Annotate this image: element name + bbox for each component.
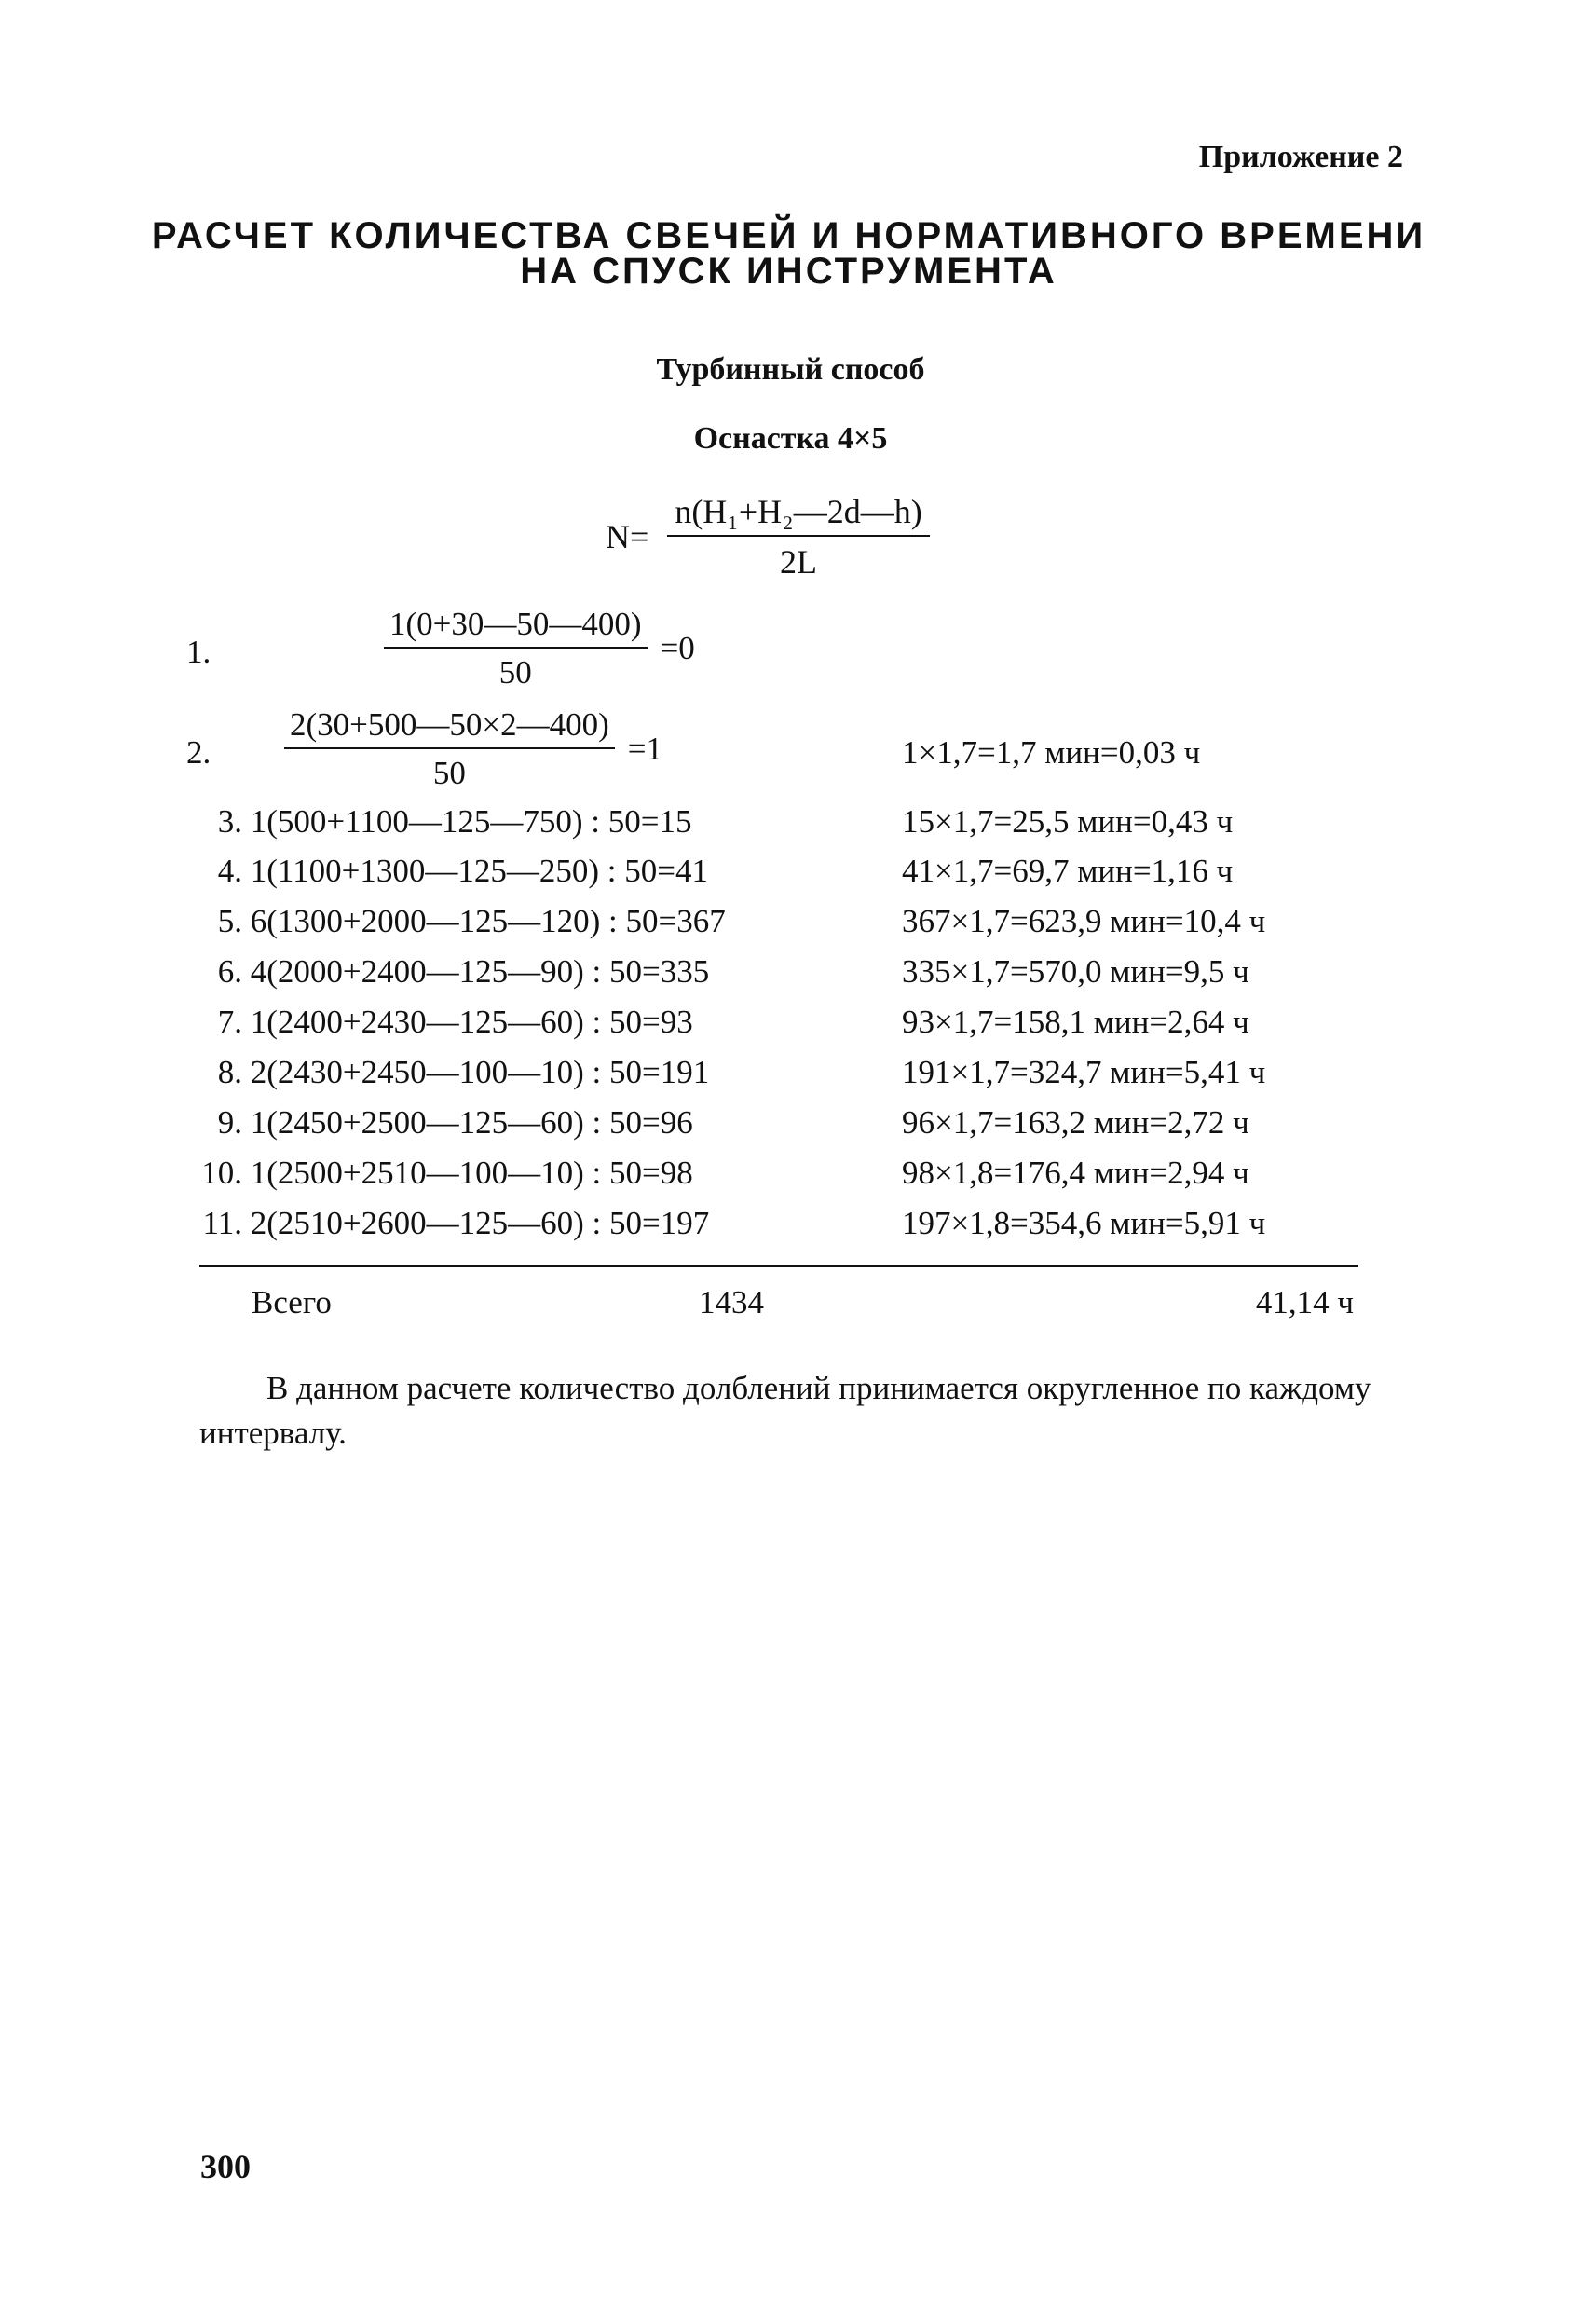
row-7: 7. 1(2400+2430—125—60) : 50=93 [217,1004,693,1040]
row-4-time: 41×1,7=69,7 мин=1,16 ч [902,853,1234,889]
row-4: 4. 1(1100+1300—125—250) : 50=41 [217,853,708,889]
row-2-denominator: 50 [432,755,466,791]
row-1-result: =0 [660,630,695,666]
row-1-index: 1. [186,634,211,670]
main-formula-numerator: n(H₁+H₂—2d—h) [667,492,929,537]
page-title-line-1: РАСЧЕТ КОЛИЧЕСТВА СВЕЧЕЙ И НОРМАТИВНОГО ВРЕМЕНИ [151,215,1426,256]
row-9-time: 96×1,7=163,2 мин=2,72 ч [902,1104,1249,1141]
row-1-formula [384,606,695,691]
page-title-line-2: НА СПУСК ИНСТРУМЕНТА [520,251,1057,292]
main-formula [606,492,930,581]
row-1-denominator: 50 [498,654,532,691]
row-2-index: 2. [186,734,211,771]
row-7-time: 93×1,7=158,1 мин=2,64 ч [902,1004,1249,1040]
row-5: 5. 6(1300+2000—125—120) : 50=367 [217,903,726,939]
row-8: 8. 2(2430+2450—100—10) : 50=191 [217,1054,710,1090]
main-formula-denominator: 2L [780,543,817,581]
row-2-numerator: 2(30+500—50×2—400) [284,706,615,749]
row-6-time: 335×1,7=570,0 мин=9,5 ч [902,953,1249,990]
row-2-result: =1 [627,731,663,767]
row-5-time: 367×1,7=623,9 мин=10,4 ч [902,903,1266,939]
row-3-time: 15×1,7=25,5 мин=0,43 ч [902,803,1234,840]
row-2-time: 1×1,7=1,7 мин=0,03 ч [902,734,1201,771]
method-heading: Турбинный способ [656,352,925,387]
row-2-fraction [284,706,615,792]
row-11: 11. 2(2510+2600—125—60) : 50=197 [202,1205,710,1241]
row-1-fraction [384,606,648,691]
row-8-time: 191×1,7=324,7 мин=5,41 ч [902,1054,1266,1090]
row-9: 9. 1(2450+2500—125—60) : 50=96 [217,1104,693,1141]
note-paragraph: В данном расчете количество долблений принимается округленное по каждому интервалу. [199,1370,1371,1451]
rigging-heading: Оснастка 4×5 [693,421,888,456]
row-1-numerator: 1(0+30—50—400) [384,606,648,649]
row-6: 6. 4(2000+2400—125—90) : 50=335 [217,953,710,990]
total-label: Всего [252,1284,332,1320]
row-11-time: 197×1,8=354,6 мин=5,91 ч [902,1205,1266,1241]
row-3: 3. 1(500+1100—125—750) : 50=15 [217,803,692,840]
row-10-time: 98×1,8=176,4 мин=2,94 ч [902,1155,1249,1191]
row-2-formula [284,706,662,792]
row-10: 10. 1(2500+2510—100—10) : 50=98 [201,1155,693,1191]
appendix-label: Приложение 2 [1198,140,1403,174]
main-formula-fraction [667,492,929,581]
total-time: 41,14 ч [1255,1284,1354,1320]
total-divider [199,1265,1358,1267]
total-count: 1434 [699,1284,764,1320]
main-formula-lhs: N= [606,518,649,555]
page-number: 300 [200,2148,251,2185]
